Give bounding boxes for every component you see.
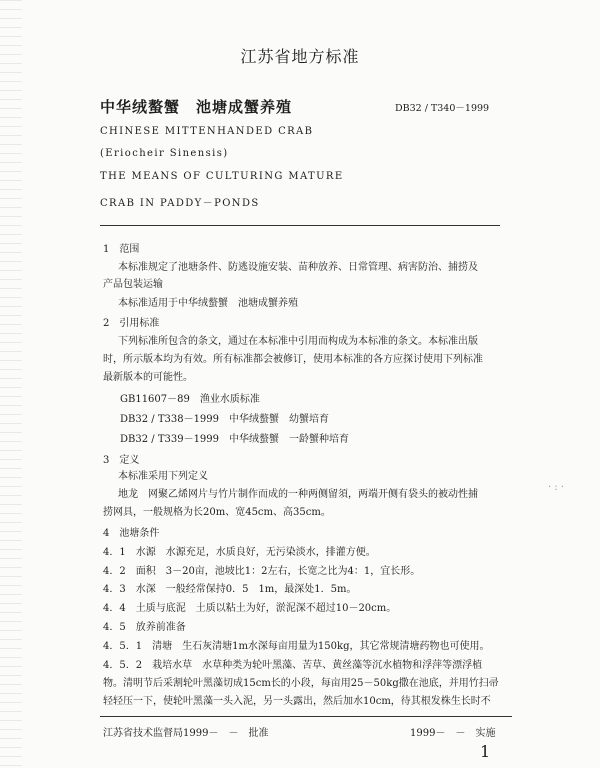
section-heading: 2 引用标准: [103, 318, 160, 329]
reference-standard: DB32 / T338－1999 中华绒螯蟹 幼蟹培育: [120, 414, 330, 425]
body-line: 捞网具，一般规格为长20m、宽45cm、高35cm。: [103, 507, 331, 518]
standard-code: DB32 / T340－1999: [395, 103, 490, 114]
section-heading: 3 定义: [103, 455, 140, 466]
page-number: 1: [480, 742, 491, 761]
body-line: 地龙 网聚乙烯网片与竹片制作而成的一种两侧留須，两端开侧有袋头的被动性捕: [118, 489, 478, 500]
body-line: 下列标准所包含的条文，通过在本标准中引用而构成为本标准的条文。本标准出版: [118, 336, 478, 347]
body-line: 本标准采用下列定义: [118, 471, 208, 482]
clause-line: 4．5．2 栽培水草 水草种类为轮叶黑藻、苦草、黄丝藻等沉水植物和浮萍等漂浮植: [103, 660, 483, 671]
body-line: 最新版本的可能性。: [103, 372, 193, 383]
title-en-line: CHINESE MITTENHANDED CRAB: [100, 126, 314, 137]
issuer-approval: 江苏省技术监督局1999－ － 批准: [103, 728, 269, 739]
section-heading: 4 池塘条件: [103, 528, 160, 539]
clause-line: 物。清明节后采割轮叶黑藻切成15cm长的小段，每亩用25－50kg撒在池底，并用竹扫帚: [103, 678, 499, 689]
body-line: 时，所示版本均为有效。所有标准都会被修订，使用本标准的各方应探讨使用下列标准: [103, 354, 483, 365]
body-line: 本标准适用于中华绒螯蟹 池塘成蟹养殖: [118, 298, 298, 309]
title-en-line: THE MEANS OF CULTURING MATURE: [100, 171, 344, 182]
body-line: 产品包装运输: [103, 279, 163, 290]
title-en-line: CRAB IN PADDY－PONDS: [100, 198, 260, 209]
standard-title-cn: 中华绒螯蟹 池塘成蟹养殖: [100, 98, 293, 116]
body-line: 本标准规定了池塘条件、防逃设施安装、苗种放养、日常管理、病害防治、捕捞及: [118, 262, 478, 273]
clause-line: 轻轻压一下，使轮叶黑藻一头入泥，另一头露出，然后加水10cm，待其根发株生长时不: [103, 696, 491, 707]
clause-line: 4．1 水源 水源充足，水质良好，无污染淡水，排灌方便。: [103, 547, 376, 558]
scan-smudge: · : ·: [548, 482, 565, 493]
clause-line: 4．4 土质与底泥 土质以粘土为好，淤泥深不超过10－20cm。: [103, 603, 397, 614]
reference-standard: DB32 / T339－1999 中华绒螯蟹 一龄蟹种培育: [120, 434, 350, 445]
header-title: 江苏省地方标准: [240, 47, 360, 66]
header-rule: [100, 225, 500, 226]
footer-rule: [100, 716, 512, 717]
scan-edge-noise: [0, 0, 22, 768]
implementation-date: 1999－ － 实施: [410, 728, 496, 739]
reference-standard: GB11607－89 渔业水质标准: [120, 394, 260, 405]
clause-line: 4．3 水深 一般经常保持0．5 1m，最深处1．5m。: [103, 584, 357, 595]
section-heading: 1 范围: [103, 244, 140, 255]
title-en-line: (Eriocheir Sinensis): [100, 148, 229, 159]
clause-line: 4．5．1 清塘 生石灰清塘1m水深每亩用量为150kg，其它常规清塘药物也可使用。: [103, 641, 490, 652]
clause-line: 4．5 放养前准备: [103, 622, 186, 633]
clause-line: 4．2 面积 3－20亩，池坡比1：2左右，长宽之比为4：1，宜长形。: [103, 566, 421, 577]
